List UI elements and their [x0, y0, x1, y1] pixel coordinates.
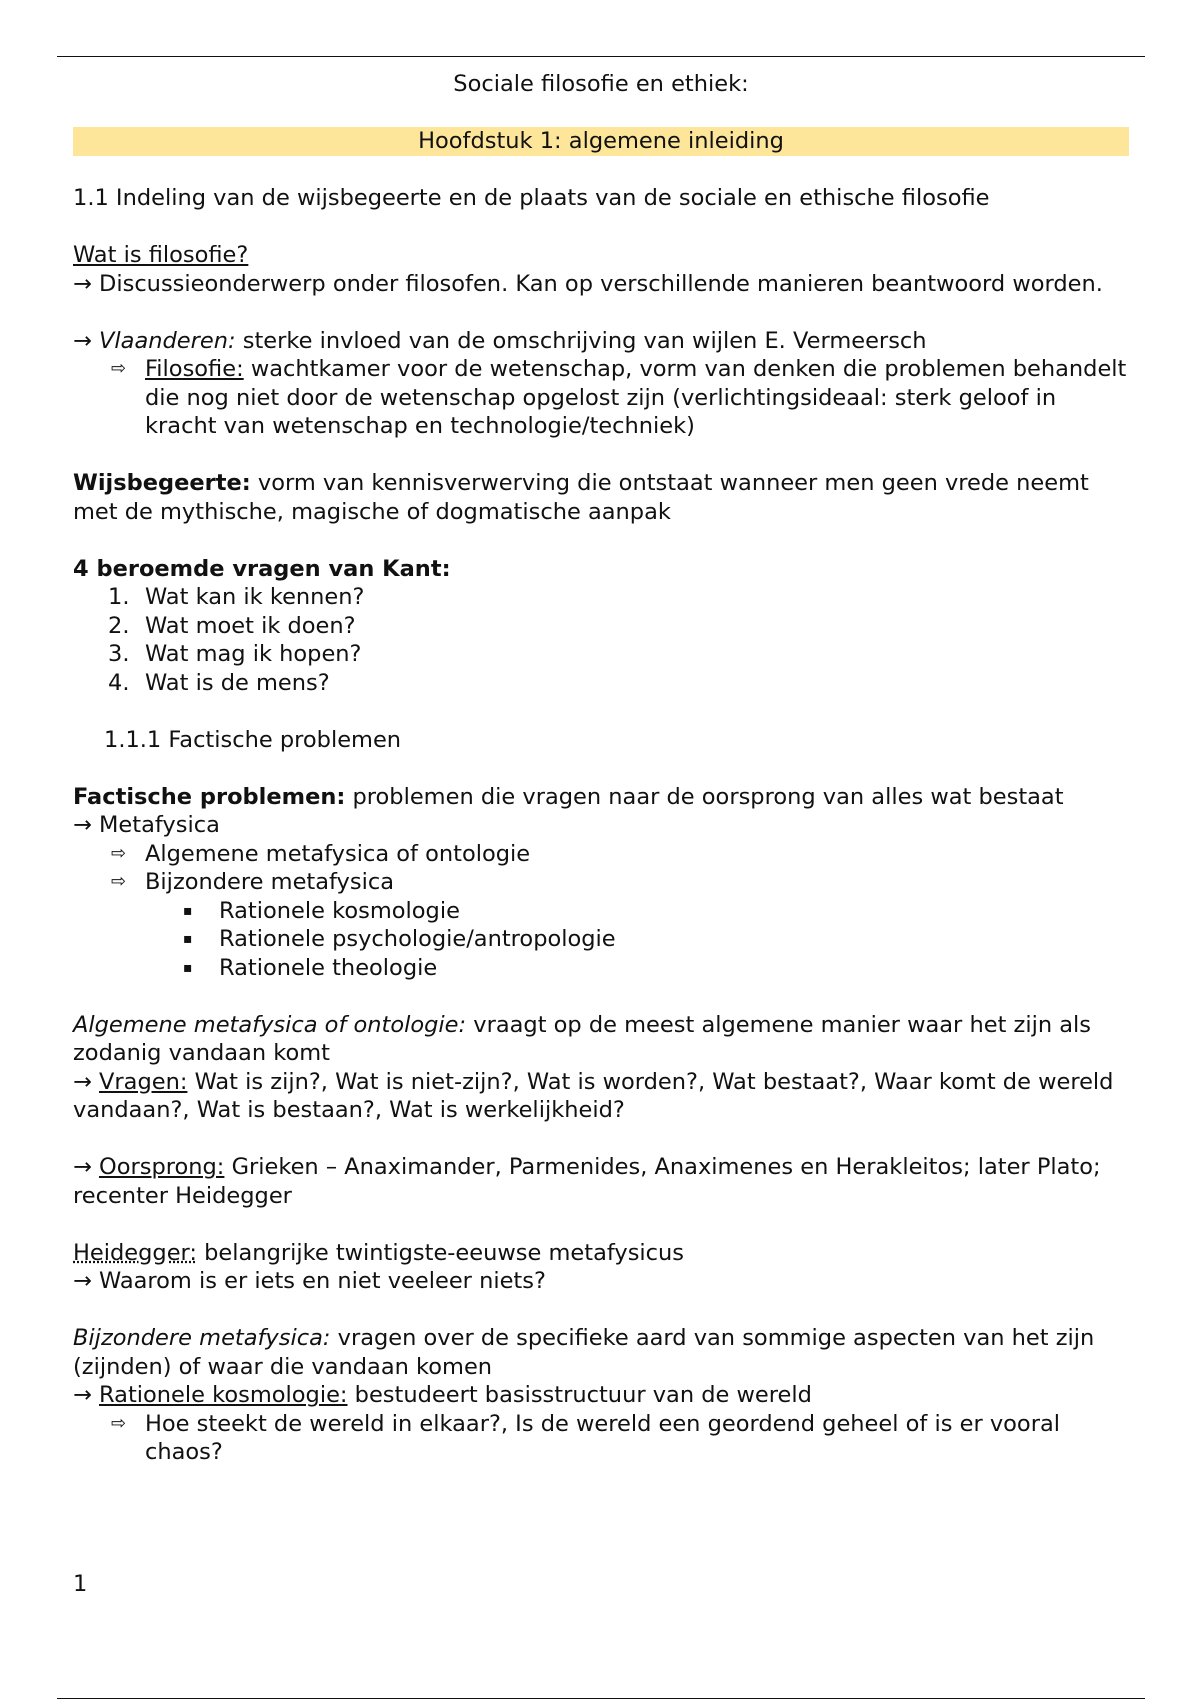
bullet-icon: ▪	[183, 959, 193, 976]
page-number: 1	[73, 1571, 88, 1597]
bijzondere-metafysica-definition: Bijzondere metafysica: vragen over de specifieke aard van sommige aspecten van het zijn (zijnden) of waar die vandaan komen	[73, 1325, 1095, 1380]
document-title: Sociale filosofie en ethiek:	[453, 71, 749, 97]
kant-questions-list	[73, 583, 1129, 697]
kosmologie-line: → Rationele kosmologie: bestudeert basisstructuur van de wereld	[73, 1382, 812, 1408]
arrow-icon: →	[73, 270, 92, 297]
sub-arrow-icon: ⇨	[111, 358, 127, 379]
wijsbegeerte-definition: Wijsbegeerte: vorm van kennisverwerving die ontstaat wanneer men geen vrede neemt met de mythische, magische of dogmatische aanpak	[73, 470, 1089, 525]
list-item: 1. Wat kan ik kennen?	[108, 584, 365, 610]
arrow-icon: →	[73, 1382, 92, 1408]
vlaanderen-line: → Vlaanderen: sterke invloed van de omschrijving van wijlen E. Vermeersch	[73, 327, 927, 354]
section-heading: 1.1 Indeling van de wijsbegeerte en de plaats van de sociale en ethische filosofie	[73, 185, 990, 211]
sub-arrow-icon: ⇨	[111, 842, 127, 864]
arrow-icon: →	[73, 1268, 92, 1294]
list-item: 4. Wat is de mens?	[108, 669, 330, 696]
question-answer: → Discussieonderwerp onder filosofen. Kan op verschillende manieren beantwoord worden.	[73, 270, 1103, 297]
list-item: ▪ Rationele kosmologie	[183, 897, 460, 924]
list-item: ⇨ Bijzondere metafysica	[111, 869, 394, 895]
sub-arrow-icon: ⇨	[111, 871, 127, 892]
arrow-icon: →	[73, 1154, 92, 1180]
bullet-icon: ▪	[183, 931, 193, 947]
bottom-rule	[57, 1698, 1145, 1699]
document-page	[73, 70, 1129, 1467]
list-item: ▪ Rationele psychologie/antropologie	[183, 926, 616, 952]
arrow-icon: →	[73, 1068, 92, 1095]
arrow-icon: →	[73, 812, 92, 838]
subsection-heading: 1.1.1 Factische problemen	[104, 726, 402, 753]
arrow-icon: →	[73, 327, 92, 354]
question-heading: Wat is filosofie?	[73, 242, 249, 268]
algemene-metafysica-definition: Algemene metafysica of ontologie: vraagt op de meest algemene manier waar het zijn als zodanig vandaan komt	[73, 1011, 1092, 1066]
list-item: 2. Wat moet ik doen?	[108, 612, 356, 639]
kant-heading: 4 beroemde vragen van Kant:	[73, 555, 451, 582]
heidegger-line: Heidegger: belangrijke twintigste-eeuwse metafysicus	[73, 1239, 685, 1266]
list-item: 3. Wat mag ik hopen?	[108, 641, 362, 667]
sub-arrow-icon: ⇨	[111, 1412, 127, 1434]
heidegger-question: → Waarom is er iets en niet veeleer niets?	[73, 1268, 546, 1294]
list-item: ⇨ Algemene metafysica of ontologie	[111, 840, 531, 867]
vragen-line: → Vragen: Wat is zijn?, Wat is niet-zijn?, Wat is worden?, Wat bestaat?, Waar komt de wereld vandaan?, Wat is bestaan?, Wat is werkelijkheid?	[73, 1068, 1114, 1123]
bullet-icon: ▪	[183, 902, 193, 919]
chapter-heading: Hoofdstuk 1: algemene inleiding	[73, 127, 1129, 156]
factische-problemen-definition: Factische problemen: problemen die vragen naar de oorsprong van alles wat bestaat	[73, 783, 1064, 810]
filosofie-item: ⇨ Filosofie: wachtkamer voor de wetenschap, vorm van denken die problemen behandelt die nog niet door de wetenschap opgelost zijn (verlichtingsideaal: sterk geloof in kracht van wetenschap en technologie/techniek)	[111, 356, 1127, 439]
top-rule	[57, 56, 1145, 57]
oorsprong-line: → Oorsprong: Grieken – Anaximander, Parmenides, Anaximenes en Herakleitos; later Plato; recenter Heidegger	[73, 1154, 1101, 1209]
list-item: ▪ Rationele theologie	[183, 954, 438, 981]
metafysica-line: → Metafysica	[73, 812, 220, 838]
kosmologie-question: ⇨ Hoe steekt de wereld in elkaar?, Is de wereld een geordend geheel of is er vooral chaos?	[111, 1410, 1060, 1465]
